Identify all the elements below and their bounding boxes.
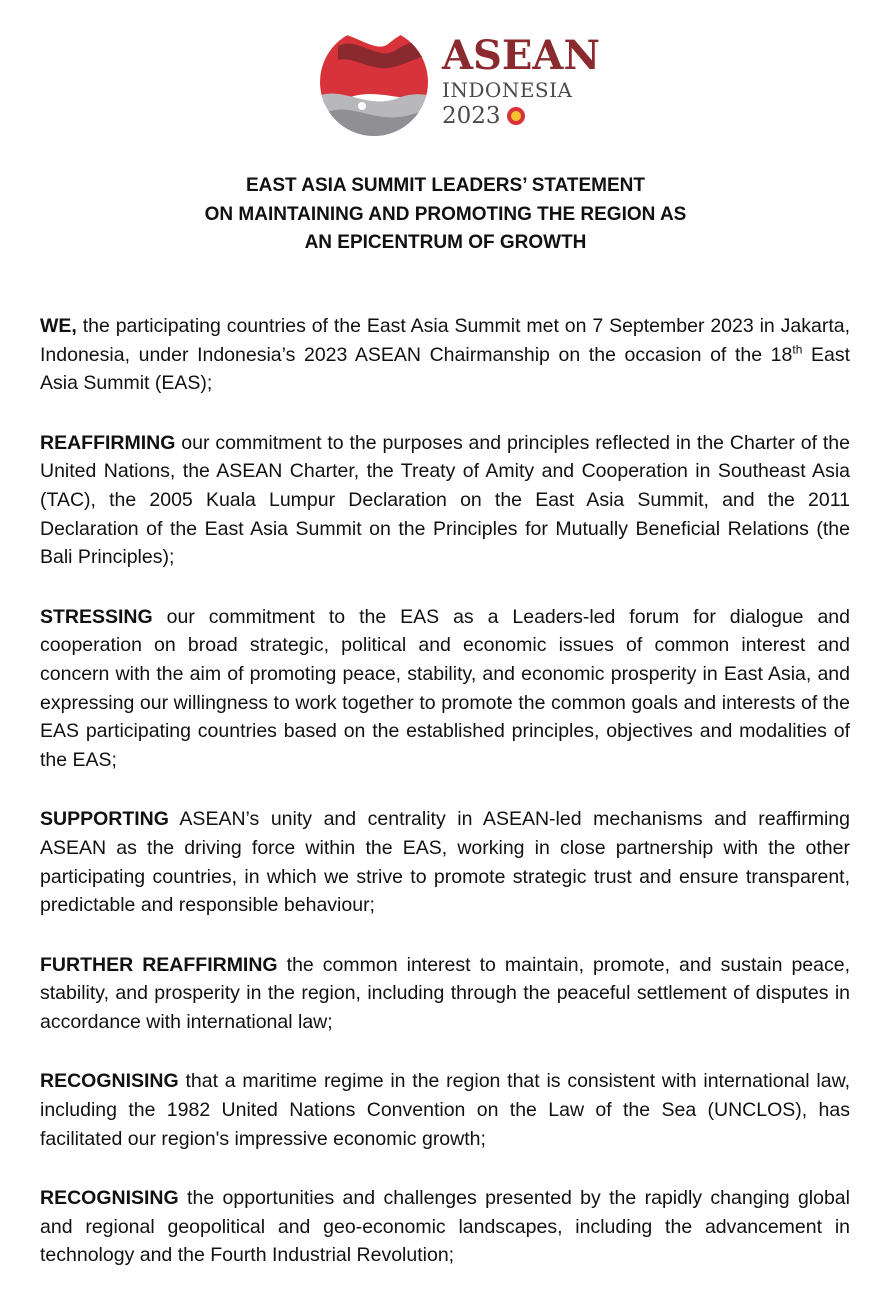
paragraph-lead: RECOGNISING — [40, 1070, 179, 1093]
paragraph-further-reaffirming — [40, 951, 850, 1037]
wave-emblem-icon — [318, 26, 438, 138]
asean-emblem-icon — [507, 107, 525, 125]
paragraph-stressing — [40, 603, 850, 775]
logo-year-row — [442, 102, 600, 130]
paragraph-text: that a maritime regime in the region that is consistent with international law, including the 1982 United Nations Convention on the Law of the Sea (UNCLOS), has facilitated our region's impressive economic growth; — [40, 1070, 850, 1150]
statement-body — [40, 312, 850, 1301]
paragraph-supporting — [40, 805, 850, 919]
paragraph-recognising-maritime — [40, 1067, 850, 1153]
paragraph-we — [40, 312, 850, 398]
paragraph-text: the participating countries of the East Asia Summit met on 7 September 2023 in Jakarta, Indonesia, under Indonesia’s 2023 ASEAN Chairmanship on the occasion of the 18 — [40, 315, 850, 366]
paragraph-lead: SUPPORTING — [40, 808, 169, 831]
paragraph-lead: FURTHER REAFFIRMING — [40, 953, 278, 976]
paragraph-recognising-opportunities — [40, 1184, 850, 1270]
asean-indonesia-2023-logo — [318, 26, 601, 138]
title-line-2: ON MAINTAINING AND PROMOTING THE REGION AS — [204, 203, 687, 225]
document-title — [40, 172, 851, 258]
paragraph-text-cont: East Asia Summit (EAS); — [40, 343, 850, 395]
paragraph-lead: WE, — [40, 315, 77, 337]
paragraph-lead: REAFFIRMING — [40, 431, 176, 454]
logo-year-text: 2023 — [442, 103, 501, 129]
paragraph-lead: STRESSING — [40, 605, 153, 628]
paragraph-text: the opportunities and challenges presented by the rapidly changing global and regional geopolitical and geo-economic landscapes, including the advancement in technology and the Fourth Industrial Revolution; — [40, 1187, 850, 1267]
title-line-1: EAST ASIA SUMMIT LEADERS’ STATEMENT — [245, 175, 645, 196]
paragraph-text: our commitment to the EAS as a Leaders-led forum for dialogue and cooperation on broad strategic, political and economic issues of common interest and concern with the aim of promoting peace, stability, and economic prosperity in East Asia, and expressing our willingness to work together to promote the common goals and interests of the EAS participating countries based on the established principles, objectives and modalities of the EAS; — [40, 605, 850, 771]
paragraph-text: our commitment to the purposes and principles reflected in the Charter of the United Nations, the ASEAN Charter, the Treaty of Amity and Cooperation in Southeast Asia (TAC), the 2005 Kuala Lumpur Declaration on the East Asia Summit, and the 2011 Declaration of the East Asia Summit on the Principles for Mutually Beneficial Relations (the Bali Principles); — [40, 431, 850, 569]
logo-asean-text: ASEAN — [442, 32, 601, 79]
paragraph-text: the common interest to maintain, promote, and sustain peace, stability, and prosperity in the region, including through the peaceful settlement of disputes in accordance with international law; — [40, 953, 850, 1033]
ordinal-suffix: th — [792, 342, 803, 357]
logo-wordmark — [442, 32, 601, 130]
paragraph-text: ASEAN’s unity and centrality in ASEAN-led mechanisms and reaffirming ASEAN as the driving force within the EAS, working in close partnership with the other participating countries, in which we strive to promote strategic trust and ensure transparent, predictable and responsible behaviour; — [40, 808, 850, 917]
paragraph-lead: RECOGNISING — [40, 1187, 179, 1210]
logo-country-text: INDONESIA — [442, 78, 573, 102]
title-line-3: AN EPICENTRUM OF GROWTH — [304, 232, 587, 253]
paragraph-reaffirming — [40, 429, 850, 572]
